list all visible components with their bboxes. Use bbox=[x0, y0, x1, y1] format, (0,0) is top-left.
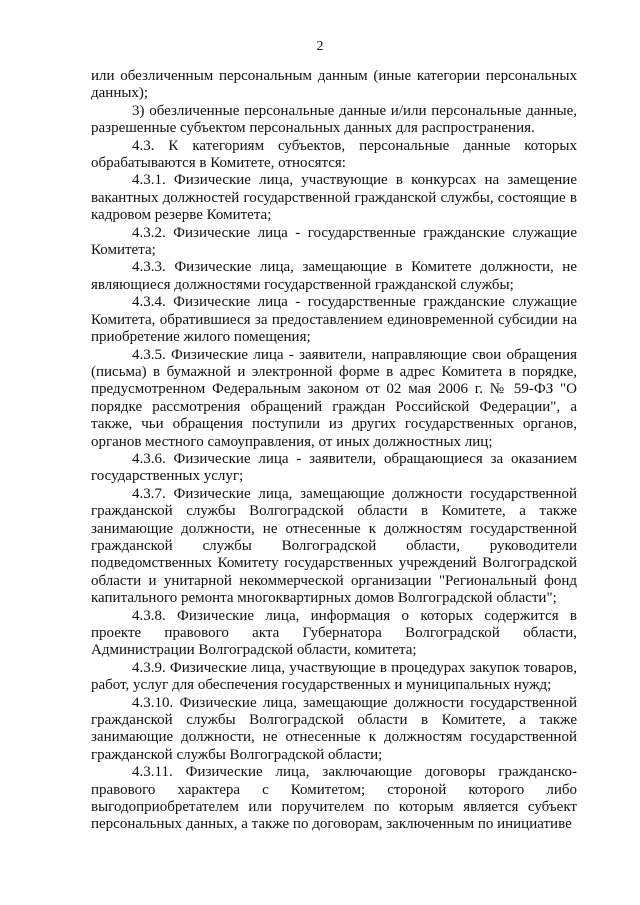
paragraph-4-3-5: 4.3.5. Физические лица - заявители, направляющие свои обращения (письма) в бумажной и электронной форме в адрес Комитета в порядке, предусмотренном Федеральным законом от 02 мая 2006 г. № 59-ФЗ "О порядке рассмотрения обращений граждан Российской Федерации", а также, чьи обращения поступили из других государственных органов, органов местного самоуправления, от иных должностных лиц; bbox=[91, 346, 577, 450]
paragraph-4-3-6: 4.3.6. Физические лица - заявители, обращающиеся за оказанием государственных услуг; bbox=[91, 450, 577, 485]
paragraph-continuation: или обезличенным персональным данным (иные категории персональных данных); bbox=[91, 68, 577, 102]
paragraph-4-3-10: 4.3.10. Физические лица, замещающие должности государственной гражданской службы Волгоградской области в Комитете, а также занимающие должности, не отнесенные к должностям государственной гражданской службы Волгоградской области; bbox=[91, 694, 577, 763]
paragraph-item-3: 3) обезличенные персональные данные и/или персональные данные, разрешенные субъектом персональных данных для распространения. bbox=[91, 102, 577, 137]
paragraph-4-3-7: 4.3.7. Физические лица, замещающие должности государственной гражданской службы Волгоградской области в Комитете, а также занимающие должности, не отнесенные к должностям государственной гражданской службы Волгоградской области, руководители подведомственных Комитету государственных учреждений Волгоградской области и унитарной некоммерческой организации "Региональный фонд капитального ремонта многоквартирных домов Волгоградской области"; bbox=[91, 485, 577, 607]
paragraph-4-3-11: 4.3.11. Физические лица, заключающие договоры гражданско-правового характера с Комитетом; стороной которого либо выгодоприобретателем или поручителем по которым является субъект персональных данных, а также по договорам, заключенным по инициативе bbox=[91, 764, 577, 833]
page-number: 2 bbox=[316, 39, 324, 54]
paragraph-4-3-1: 4.3.1. Физические лица, участвующие в конкурсах на замещение вакантных должностей государственной гражданской службы, состоящие в кадровом резерве Комитета; bbox=[91, 172, 577, 224]
document-body bbox=[91, 68, 577, 834]
paragraph-4-3-2: 4.3.2. Физические лица - государственные гражданские служащие Комитета; bbox=[91, 224, 577, 259]
paragraph-4-3: 4.3. К категориям субъектов, персональные данные которых обрабатываются в Комитете, относятся: bbox=[91, 137, 577, 172]
paragraph-4-3-8: 4.3.8. Физические лица, информация о которых содержится в проекте правового акта Губернатора Волгоградской области, Администрации Волгоградской области, комитета; bbox=[91, 607, 577, 659]
paragraph-4-3-9: 4.3.9. Физические лица, участвующие в процедурах закупок товаров, работ, услуг для обеспечения государственных и муниципальных нужд; bbox=[91, 659, 577, 694]
paragraph-4-3-3: 4.3.3. Физические лица, замещающие в Комитете должности, не являющиеся должностями государственной гражданской службы; bbox=[91, 259, 577, 293]
paragraph-4-3-4: 4.3.4. Физические лица - государственные гражданские служащие Комитета, обратившиеся за предоставлением единовременной субсидии на приобретение жилого помещения; bbox=[91, 294, 577, 346]
